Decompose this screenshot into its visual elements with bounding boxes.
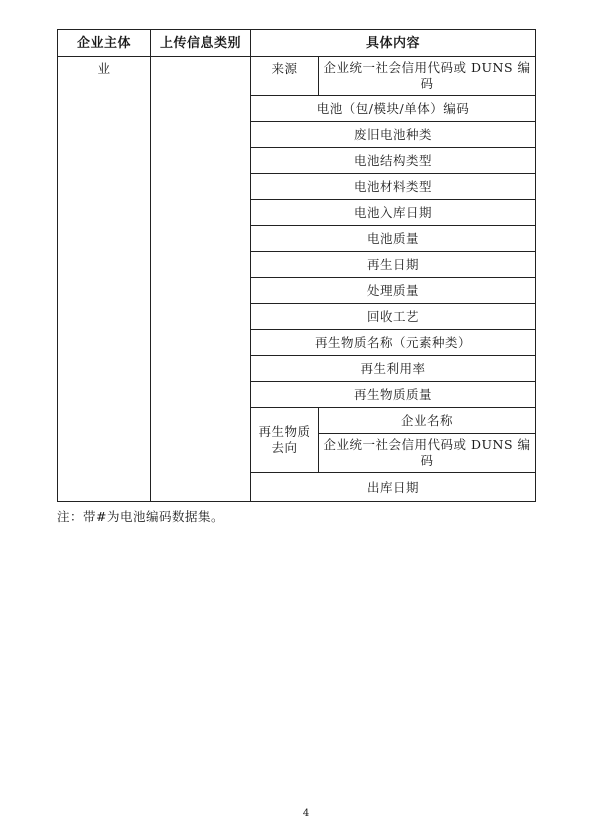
content-cell: 电池材料类型 [251,174,536,200]
content-cell: 再生物质名称（元素种类） [251,330,536,356]
header-content: 具体内容 [251,30,536,57]
table-note: 注：带#为电池编码数据集。 [57,509,224,524]
entity-cell: 业 [58,57,151,502]
upload-info-table [57,29,536,502]
source-detail-cell: 企业统一社会信用代码或 DUNS 编码 [319,57,536,96]
content-cell: 电池（包/模块/单体）编码 [251,96,536,122]
content-cell: 出库日期 [251,473,536,502]
header-category: 上传信息类别 [151,30,251,57]
page-number: 4 [302,808,310,819]
table-header-row [58,30,536,57]
content-cell: 再生物质质量 [251,382,536,408]
content-cell: 电池入库日期 [251,200,536,226]
header-entity: 企业主体 [58,30,151,57]
content-cell: 再生日期 [251,252,536,278]
content-cell: 处理质量 [251,278,536,304]
table-row [58,57,536,96]
content-cell: 电池质量 [251,226,536,252]
destination-item-cell: 企业名称 [319,408,536,434]
content-cell: 电池结构类型 [251,148,536,174]
destination-label-cell: 再生物质去向 [251,408,319,473]
category-cell [151,57,251,502]
destination-item-cell: 企业统一社会信用代码或 DUNS 编码 [319,434,536,473]
content-cell: 废旧电池种类 [251,122,536,148]
source-label-cell: 来源 [251,57,319,96]
content-cell: 回收工艺 [251,304,536,330]
content-cell: 再生利用率 [251,356,536,382]
